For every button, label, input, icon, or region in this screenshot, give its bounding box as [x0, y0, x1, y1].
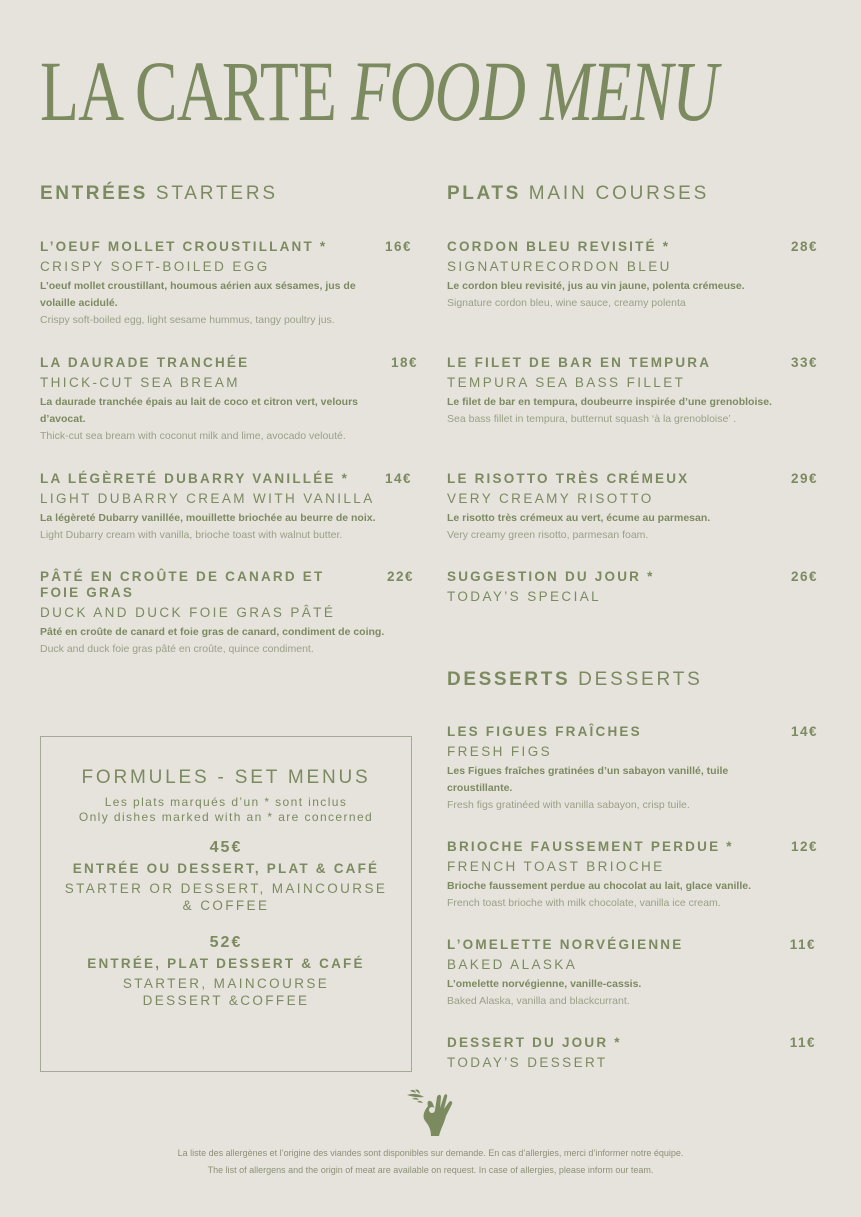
item-english-name: BAKED ALASKA: [447, 957, 578, 972]
item-english-name: SIGNATURECORDON BLEU: [447, 259, 672, 274]
item-english-name: THICK-CUT SEA BREAM: [40, 375, 240, 390]
item-english-description: Sea bass fillet in tempura, butternut squash ‘à la grenobloise’ .: [447, 413, 737, 425]
section-heading-desserts: [447, 669, 703, 691]
item-english-name: FRESH FIGS: [447, 744, 553, 759]
heading-bold: PLATS: [447, 183, 521, 204]
set-menu-price: 45€: [209, 839, 243, 856]
item-name: CORDON BLEU REVISITÉ *: [447, 239, 671, 254]
menu-item: [40, 355, 418, 443]
item-price: 11€: [789, 1035, 816, 1050]
item-french-description: Le filet de bar en tempura, doubeurre inspirée d’une grenobloise.: [447, 396, 772, 408]
set-menu-english-line-2: & COFFEE: [182, 898, 270, 913]
item-price: 22€: [386, 569, 414, 584]
item-english-name: CRISPY SOFT-BOILED EGG: [40, 259, 270, 274]
item-english-name: FRENCH TOAST BRIOCHE: [447, 859, 665, 874]
item-french-description: La daurade tranchée épais au lait de coco et citron vert, velours d’avocat.: [40, 396, 359, 425]
heading-light: MAIN COURSES: [528, 183, 710, 204]
section-heading-starters: [40, 183, 278, 205]
item-price: 26€: [790, 569, 818, 584]
menu-item: [447, 355, 818, 426]
footer-allergens-en: The list of allergens and the origin of meat are available on request. In case of allergies, please inform our team.: [207, 1165, 654, 1175]
item-french-description: Pâté en croûte de canard et foie gras de canard, condiment de coing.: [40, 626, 385, 638]
set-menu-english-line-2: DESSERT &COFFEE: [142, 993, 310, 1008]
item-name: LE FILET DE BAR EN TEMPURA: [447, 355, 712, 370]
section-heading-mains: [447, 183, 709, 205]
item-name: L’OEUF MOLLET CROUSTILLANT *: [40, 239, 328, 254]
item-name: LE RISOTTO TRÈS CRÉMEUX: [447, 471, 690, 486]
heading-bold: DESSERTS: [447, 669, 571, 690]
set-menus-note-en: Only dishes marked with an * are concerned: [78, 810, 374, 824]
set-menu-english-line-1: STARTER OR DESSERT, MAINCOURSE: [64, 881, 388, 896]
item-french-description: Les Figues fraîches gratinées d’un sabayon vanillé, tuile croustillante.: [447, 765, 729, 794]
menu-item: [447, 1035, 816, 1071]
item-price: 14€: [384, 471, 412, 486]
item-name: L’OMELETTE NORVÉGIENNE: [447, 937, 684, 952]
item-english-name: VERY CREAMY RISOTTO: [447, 491, 654, 506]
page-title: [40, 43, 718, 139]
item-english-name: LIGHT DUBARRY CREAM WITH VANILLA: [40, 491, 375, 506]
item-name: LA LÉGÈRETÉ DUBARRY VANILLÉE *: [40, 471, 350, 486]
title-main: LA CARTE: [40, 43, 337, 139]
menu-item: [447, 239, 818, 310]
menu-item: [40, 239, 412, 327]
item-french-description: Le cordon bleu revisité, jus au vin jaune, polenta crémeuse.: [447, 280, 745, 292]
footer-allergens-fr: La liste des allergènes et l’origine des viandes sont disponibles sur demande. En cas d’allergies, merci d’informer notre équipe.: [177, 1148, 684, 1158]
set-menus-note-fr: Les plats marqués d’un * sont inclus: [104, 795, 348, 809]
item-english-name: TODAY’S DESSERT: [447, 1055, 608, 1070]
item-price: 18€: [390, 355, 418, 370]
item-french-description: La légèreté Dubarry vanillée, mouillette briochée au beurre de noix.: [40, 512, 376, 524]
menu-item: [447, 937, 816, 1008]
item-english-description: Fresh figs gratinéed with vanilla sabayon, crisp tuile.: [447, 799, 690, 811]
item-english-description: Light Dubarry cream with vanilla, brioche toast with walnut butter.: [40, 529, 343, 541]
item-name: BRIOCHE FAUSSEMENT PERDUE *: [447, 839, 734, 854]
item-price: 12€: [790, 839, 818, 854]
item-price: 14€: [790, 724, 818, 739]
item-english-description: French toast brioche with milk chocolate, vanilla ice cream.: [447, 897, 721, 909]
set-menus-title: FORMULES - SET MENUS: [81, 767, 371, 788]
set-menus-box: [40, 736, 412, 1072]
item-english-description: Baked Alaska, vanilla and blackcurrant.: [447, 995, 630, 1007]
item-french-description: L’oeuf mollet croustillant, houmous aérien aux sésames, jus de volaille acidulé.: [40, 280, 356, 309]
item-price: 11€: [789, 937, 816, 952]
menu-item: [447, 471, 818, 542]
set-menu-price: 52€: [209, 934, 243, 951]
item-english-description: Crispy soft-boiled egg, light sesame hummus, tangy poultry jus.: [40, 314, 335, 326]
menu-item: [447, 569, 818, 605]
item-price: 28€: [790, 239, 818, 254]
heading-bold: ENTRÉES: [40, 183, 148, 204]
set-menu-french: ENTRÉE, PLAT DESSERT & CAFÉ: [87, 956, 365, 971]
item-english-description: Duck and duck foie gras pâté en croûte, quince condiment.: [40, 643, 314, 655]
item-english-description: Signature cordon bleu, wine sauce, creamy polenta: [447, 297, 686, 309]
item-english-name: DUCK AND DUCK FOIE GRAS PÂTÉ: [40, 605, 336, 620]
item-price: 29€: [790, 471, 818, 486]
item-price: 16€: [384, 239, 412, 254]
item-english-description: Very creamy green risotto, parmesan foam.: [447, 529, 649, 541]
item-name: SUGGESTION DU JOUR *: [447, 569, 655, 584]
menu-item: [447, 724, 818, 812]
item-english-name: TODAY’S SPECIAL: [447, 589, 602, 604]
menu-item: [447, 839, 818, 910]
item-name: DESSERT DU JOUR *: [447, 1035, 622, 1050]
heading-light: DESSERTS: [578, 669, 703, 690]
item-english-description: Thick-cut sea bream with coconut milk and lime, avocado velouté.: [40, 430, 346, 442]
item-french-description: L’omelette norvégienne, vanille-cassis.: [447, 978, 642, 990]
item-name: LA DAURADE TRANCHÉE: [40, 355, 250, 370]
set-menu-english-line-1: STARTER, MAINCOURSE: [122, 976, 330, 991]
heading-light: STARTERS: [155, 183, 278, 204]
item-price: 33€: [790, 355, 818, 370]
title-italic: FOOD MENU: [351, 43, 718, 139]
menu-item: [40, 471, 412, 542]
item-name: LES FIGUES FRAÎCHES: [447, 724, 642, 739]
item-french-description: Le risotto très crémeux au vert, écume au parmesan.: [447, 512, 711, 524]
hand-leaf-logo-icon: [404, 1088, 458, 1138]
item-name: PÂTÉ EN CROÛTE DE CANARD ET FOIE GRAS: [40, 569, 325, 600]
item-english-name: TEMPURA SEA BASS FILLET: [447, 375, 686, 390]
menu-item: [40, 569, 414, 656]
set-menu-french: ENTRÉE OU DESSERT, PLAT & CAFÉ: [72, 861, 380, 876]
item-french-description: Brioche faussement perdue au chocolat au lait, glace vanille.: [447, 880, 752, 892]
